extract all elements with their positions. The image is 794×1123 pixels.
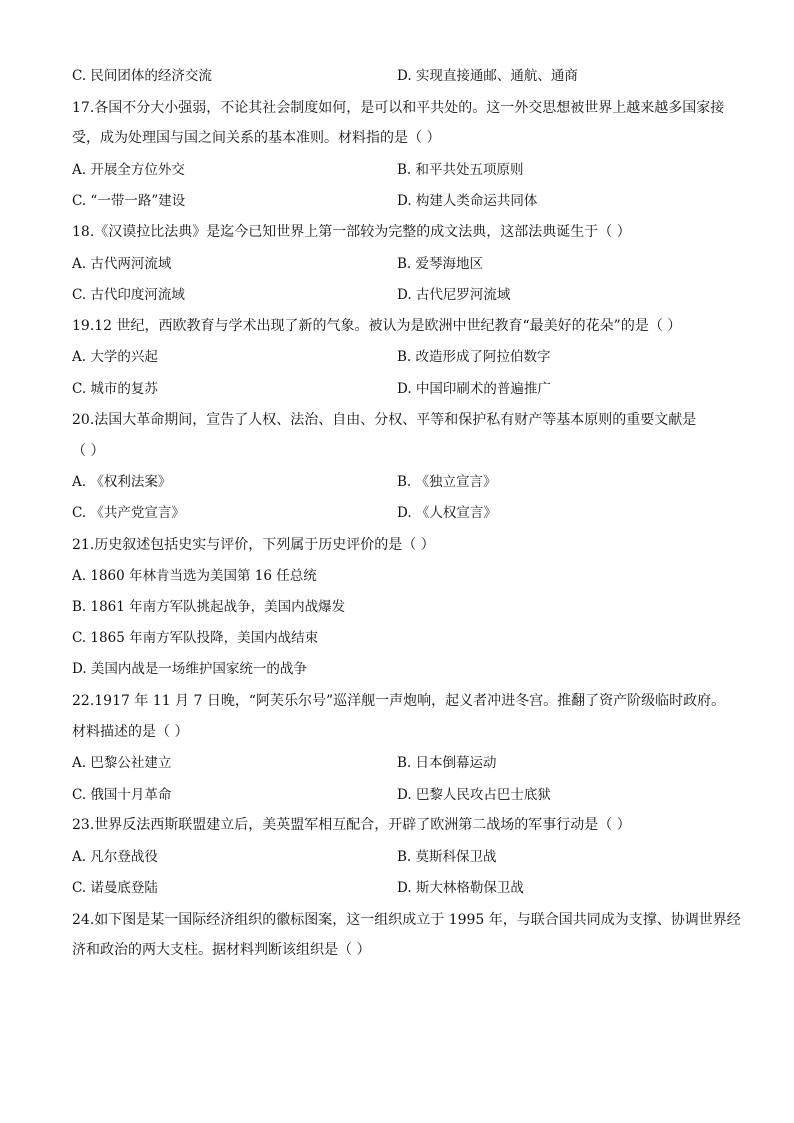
q18-option-b: B. 爱琴海地区 [397, 256, 484, 272]
q19-option-a: A. 大学的兴起 [72, 349, 158, 365]
q18-option-a: A. 古代两河流域 [72, 256, 172, 272]
q20-option-c: C. 《共产党宣言》 [72, 505, 185, 521]
q22-stem-line-1: 22.1917 年 11 月 7 日晚，“阿芙乐尔号”巡洋舰一声炮响，起义者冲进冬宫。推翻了资产阶级临时政府。 [72, 693, 726, 709]
q19-option-c: C. 城市的复苏 [72, 381, 158, 397]
q20-option-b: B. 《独立宣言》 [397, 474, 497, 490]
q21-stem-line-1: 21.历史叙述包括史实与评价，下列属于历史评价的是（ ） [72, 537, 435, 553]
q17-option-b: B. 和平共处五项原则 [397, 162, 524, 178]
q17-stem-line-1: 17.各国不分大小强弱，不论其社会制度如何，是可以和平共处的。这一外交思想被世界上越来越多国家接 [72, 100, 725, 116]
q21-option-d: D. 美国内战是一场维护国家统一的战争 [72, 661, 307, 677]
q18-option-c: C. 古代印度河流域 [72, 287, 185, 303]
q16-option-d: D. 实现直接通邮、通航、通商 [397, 68, 578, 84]
q21-option-a: A. 1860 年林肯当选为美国第 16 任总统 [72, 568, 317, 584]
q23-option-b: B. 莫斯科保卫战 [397, 849, 497, 865]
q22-option-d: D. 巴黎人民攻占巴士底狱 [397, 787, 551, 803]
q17-option-a: A. 开展全方位外交 [72, 162, 185, 178]
q19-option-d: D. 中国印刷术的普遍推广 [397, 381, 551, 397]
q22-stem-line-2: 材料描述的是（ ） [72, 724, 189, 740]
q24-stem-line-1: 24.如下图是某一国际经济组织的徽标图案，这一组织成立于 1995 年，与联合国共同成为支撑、协调世界经 [72, 912, 741, 928]
q20-option-a: A. 《权利法案》 [72, 474, 172, 490]
q23-stem-line-1: 23.世界反法西斯联盟建立后，美英盟军相互配合，开辟了欧洲第二战场的军事行动是（ ） [72, 817, 631, 833]
q20-stem-line-2: （ ） [72, 443, 105, 459]
q21-option-c: C. 1865 年南方军队投降，美国内战结束 [72, 630, 319, 646]
q23-option-c: C. 诺曼底登陆 [72, 880, 158, 896]
q17-stem-line-2: 受，成为处理国与国之间关系的基本准则。材料指的是（ ） [72, 130, 441, 146]
q23-option-d: D. 斯大林格勒保卫战 [397, 880, 524, 896]
q22-option-c: C. 俄国十月革命 [72, 787, 172, 803]
q24-stem-line-2: 济和政治的两大支柱。据材料判断该组织是（ ） [72, 942, 371, 958]
q17-option-c: C. “一带一路”建设 [72, 193, 186, 209]
q22-option-a: A. 巴黎公社建立 [72, 755, 172, 771]
q18-option-d: D. 古代尼罗河流域 [397, 287, 511, 303]
q16-option-c: C. 民间团体的经济交流 [72, 68, 212, 84]
q17-option-d: D. 构建人类命运共同体 [397, 193, 538, 209]
q22-option-b: B. 日本倒幕运动 [397, 755, 497, 771]
q21-option-b: B. 1861 年南方军队挑起战争，美国内战爆发 [72, 599, 346, 615]
q20-option-d: D. 《人权宣言》 [397, 505, 497, 521]
q19-stem-line-1: 19.12 世纪，西欧教育与学术出现了新的气象。被认为是欧洲中世纪教育“最美好的花朵”的是（ ） [72, 318, 682, 334]
q18-stem-line-1: 18.《汉谟拉比法典》是迄今已知世界上第一部较为完整的成文法典，这部法典诞生于（ ） [72, 224, 631, 240]
q20-stem-line-1: 20.法国大革命期间，宣告了人权、法治、自由、分权、平等和保护私有财产等基本原则的重要文献是 [72, 412, 697, 428]
q19-option-b: B. 改造形成了阿拉伯数字 [397, 349, 551, 365]
q23-option-a: A. 凡尔登战役 [72, 849, 158, 865]
